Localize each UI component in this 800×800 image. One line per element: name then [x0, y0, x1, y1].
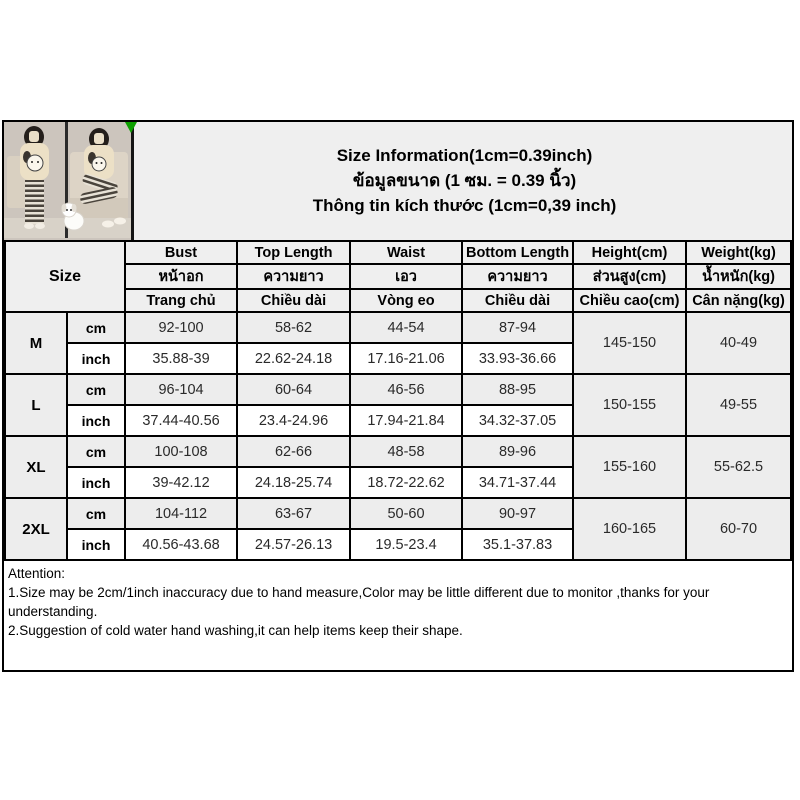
data-cell: 89-96 — [462, 436, 573, 467]
data-cell: 35.88-39 — [125, 343, 237, 374]
data-cell: 46-56 — [350, 374, 462, 405]
header-band — [4, 122, 792, 240]
attention-notes — [4, 561, 792, 641]
column-header-top-length: Top Length — [237, 241, 350, 264]
data-cell: 17.94-21.84 — [350, 405, 462, 436]
data-cell: 23.4-24.96 — [237, 405, 350, 436]
column-header-waist: Waist — [350, 241, 462, 264]
unit-cell: cm — [67, 312, 125, 343]
height-cell: 160-165 — [573, 498, 686, 560]
column-header-bust-th: หน้าอก — [125, 264, 237, 289]
size-table — [4, 240, 792, 561]
data-cell: 24.18-25.74 — [237, 467, 350, 498]
data-cell: 100-108 — [125, 436, 237, 467]
weight-cell: 40-49 — [686, 312, 791, 374]
data-cell: 96-104 — [125, 374, 237, 405]
column-header-height: Height(cm) — [573, 241, 686, 264]
green-corner-icon — [125, 122, 137, 133]
unit-cell: inch — [67, 467, 125, 498]
data-cell: 40.56-43.68 — [125, 529, 237, 560]
data-cell: 19.5-23.4 — [350, 529, 462, 560]
column-header-bottom-length: Bottom Length — [462, 241, 573, 264]
column-header-bust: Bust — [125, 241, 237, 264]
attention-heading: Attention: — [8, 566, 66, 581]
attention-note-2: 2.Suggestion of cold water hand washing,it can help items keep their shape. — [8, 623, 463, 639]
size-cell-m: M — [5, 312, 67, 374]
unit-cell: inch — [67, 343, 125, 374]
column-header-bottom-length-vi: Chiều dài — [462, 289, 573, 312]
title-en: Size Information(1cm=0.39inch) — [336, 146, 593, 165]
column-header-weight-th: น้ำหนัก(kg) — [686, 264, 791, 289]
unit-cell: cm — [67, 498, 125, 529]
column-header-height-vi: Chiều cao(cm) — [573, 289, 686, 312]
height-cell: 155-160 — [573, 436, 686, 498]
data-cell: 58-62 — [237, 312, 350, 343]
weight-cell: 49-55 — [686, 374, 791, 436]
size-cell-xl: XL — [5, 436, 67, 498]
data-cell: 92-100 — [125, 312, 237, 343]
size-cell-2xl: 2XL — [5, 498, 67, 560]
size-chart-sheet — [2, 120, 794, 672]
data-cell: 37.44-40.56 — [125, 405, 237, 436]
weight-cell: 60-70 — [686, 498, 791, 560]
data-cell: 50-60 — [350, 498, 462, 529]
product-photo — [4, 122, 134, 240]
size-cell-l: L — [5, 374, 67, 436]
data-cell: 35.1-37.83 — [462, 529, 573, 560]
column-header-top-length-th: ความยาว — [237, 264, 350, 289]
data-cell: 33.93-36.66 — [462, 343, 573, 374]
unit-cell: cm — [67, 374, 125, 405]
data-cell: 34.71-37.44 — [462, 467, 573, 498]
column-header-waist-th: เอว — [350, 264, 462, 289]
height-cell: 150-155 — [573, 374, 686, 436]
size-header-cell: Size — [5, 241, 125, 312]
data-cell: 22.62-24.18 — [237, 343, 350, 374]
data-cell: 39-42.12 — [125, 467, 237, 498]
column-header-bottom-length-th: ความยาว — [462, 264, 573, 289]
column-header-weight: Weight(kg) — [686, 241, 791, 264]
data-cell: 62-66 — [237, 436, 350, 467]
data-cell: 104-112 — [125, 498, 237, 529]
title-th: ข้อมูลขนาด (1 ซม. = 0.39 นิ้ว) — [352, 171, 577, 190]
data-cell: 88-95 — [462, 374, 573, 405]
attention-note-1: 1.Size may be 2cm/1inch inaccuracy due to hand measure,Color may be little different due to monitor ,thanks for your understanding. — [8, 585, 710, 620]
data-cell: 34.32-37.05 — [462, 405, 573, 436]
data-cell: 48-58 — [350, 436, 462, 467]
title-block — [137, 122, 792, 240]
data-cell: 60-64 — [237, 374, 350, 405]
column-header-height-th: ส่วนสูง(cm) — [573, 264, 686, 289]
data-cell: 87-94 — [462, 312, 573, 343]
height-cell: 145-150 — [573, 312, 686, 374]
column-header-weight-vi: Cân nặng(kg) — [686, 289, 791, 312]
unit-cell: inch — [67, 405, 125, 436]
column-header-top-length-vi: Chiều dài — [237, 289, 350, 312]
product-photo-illustration — [4, 122, 131, 238]
column-header-waist-vi: Vòng eo — [350, 289, 462, 312]
data-cell: 24.57-26.13 — [237, 529, 350, 560]
title-vi: Thông tin kích thước (1cm=0,39 inch) — [312, 196, 617, 215]
unit-cell: cm — [67, 436, 125, 467]
data-cell: 44-54 — [350, 312, 462, 343]
weight-cell: 55-62.5 — [686, 436, 791, 498]
data-cell: 18.72-22.62 — [350, 467, 462, 498]
unit-cell: inch — [67, 529, 125, 560]
data-cell: 90-97 — [462, 498, 573, 529]
data-cell: 17.16-21.06 — [350, 343, 462, 374]
data-cell: 63-67 — [237, 498, 350, 529]
column-header-bust-vi: Trang chủ — [125, 289, 237, 312]
